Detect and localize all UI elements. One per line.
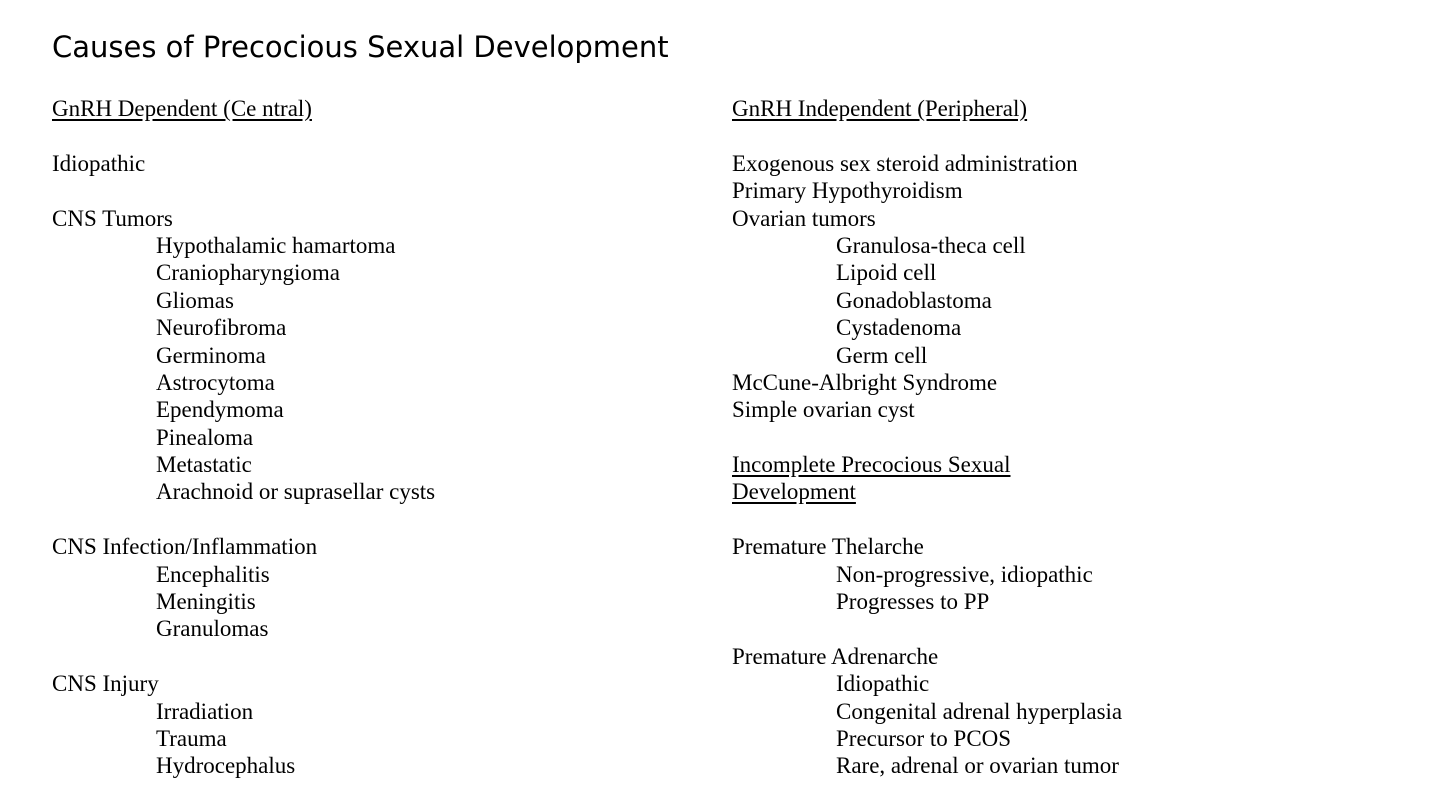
premature-thelarche-label: Premature Thelarche [732, 534, 924, 560]
list-item: Ependymoma [156, 397, 284, 423]
spacer [52, 506, 692, 533]
spacer [52, 122, 692, 149]
gnrh-dependent-heading: GnRH Dependent (Ce ntral) [52, 96, 312, 121]
list-item: Hypothalamic hamartoma [156, 232, 396, 258]
list-item: Gliomas [156, 287, 234, 313]
list-item: Congenital adrenal hyperplasia [836, 698, 1123, 724]
exogenous-label: Exogenous sex steroid administration [732, 150, 1078, 176]
list-item: Encephalitis [156, 561, 270, 587]
cns-tumors-label: CNS Tumors [52, 205, 173, 231]
list-item: Irradiation [156, 698, 254, 724]
list-item: Granulosa-theca cell [836, 232, 1026, 258]
spacer [732, 424, 1392, 451]
cns-injury-label: CNS Injury [52, 671, 159, 697]
simple-ovarian-cyst-label: Simple ovarian cyst [732, 397, 915, 423]
hypothyroidism-label: Primary Hypothyroidism [732, 178, 963, 204]
list-item: Granulomas [156, 616, 269, 642]
list-item: Progresses to PP [836, 589, 990, 615]
list-item: Neurofibroma [156, 315, 287, 341]
list-item: Germinoma [156, 342, 266, 368]
list-item: Precursor to PCOS [836, 725, 1012, 751]
spacer [732, 506, 1392, 533]
gnrh-independent-heading: GnRH Independent (Peripheral) [732, 96, 1028, 121]
incomplete-heading: Incomplete Precocious Sexual [732, 452, 1011, 478]
list-item: Germ cell [836, 342, 928, 368]
list-item: Gonadoblastoma [836, 287, 992, 313]
gnrh-independent-column [732, 95, 1392, 780]
ovarian-tumors-label: Ovarian tumors [732, 205, 876, 231]
premature-adrenarche-label: Premature Adrenarche [732, 643, 939, 669]
list-item: Cystadenoma [836, 315, 962, 341]
idiopathic-label: Idiopathic [52, 150, 146, 176]
incomplete-heading-continued: Development [732, 479, 856, 505]
list-item: Lipoid cell [836, 260, 937, 286]
list-item: Trauma [156, 725, 227, 751]
list-item: Astrocytoma [156, 369, 275, 395]
list-item: Arachnoid or suprasellar cysts [156, 479, 436, 505]
spacer [52, 177, 692, 204]
list-item: Metastatic [156, 452, 252, 478]
spacer [732, 122, 1392, 149]
spacer [732, 615, 1392, 642]
mccune-albright-label: McCune-Albright Syndrome [732, 369, 998, 395]
page-title: Causes of Precocious Sexual Development [52, 30, 669, 64]
list-item: Idiopathic [836, 671, 930, 697]
list-item: Meningitis [156, 589, 256, 615]
gnrh-dependent-column [52, 95, 692, 780]
list-item: Craniopharyngioma [156, 260, 340, 286]
list-item: Non-progressive, idiopathic [836, 561, 1093, 587]
list-item: Hydrocephalus [156, 753, 296, 779]
spacer [52, 643, 692, 670]
cns-infection-label: CNS Infection/Inflammation [52, 534, 318, 560]
list-item: Pinealoma [156, 424, 254, 450]
list-item: Rare, adrenal or ovarian tumor [836, 753, 1119, 779]
